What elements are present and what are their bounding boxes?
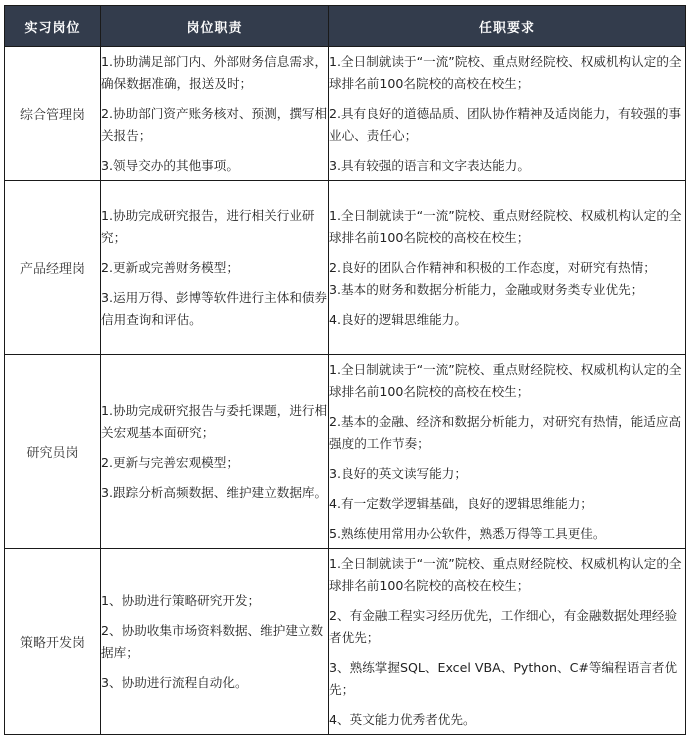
duties-cell xyxy=(101,47,329,181)
duty-item: 3.领导交办的其他事项。 xyxy=(101,157,239,173)
requirement-item: 3.基本的财务和数据分析能力，金融或财务类专业优先； xyxy=(329,281,644,297)
table-row xyxy=(5,549,686,735)
table-header-row xyxy=(5,6,686,47)
position-name: 综合管理岗 xyxy=(5,47,101,181)
table-row xyxy=(5,181,686,355)
table-row xyxy=(5,47,686,181)
requirement-item: 3.良好的英文读写能力； xyxy=(329,465,467,481)
duty-item: 1.协助完成研究报告，进行相关行业研究； xyxy=(101,207,315,245)
requirement-item: 3.具有较强的语言和文字表达能力。 xyxy=(329,157,530,173)
requirements-cell xyxy=(329,355,686,549)
requirement-item: 1.全日制就读于“一流”院校、重点财经院校、权威机构认定的全球排名前100名院校的高校在校生； xyxy=(329,361,682,399)
requirement-item: 1.全日制就读于“一流”院校、重点财经院校、权威机构认定的全球排名前100名院校的高校在校生； xyxy=(329,207,682,245)
duty-item: 2、协助收集市场资料数据、维护建立数据库； xyxy=(101,622,324,660)
requirements-cell xyxy=(329,549,686,735)
duty-item: 3.运用万得、彭博等软件进行主体和债券信用查询和评估。 xyxy=(101,289,328,327)
requirement-item: 5.熟练使用常用办公软件，熟悉万得等工具更佳。 xyxy=(329,525,606,541)
requirement-item: 3、熟练掌握SQL、Excel VBA、Python、C#等编程语言者优先； xyxy=(329,659,678,697)
position-name: 研究员岗 xyxy=(5,355,101,549)
duty-item: 2.更新或完善财务模型； xyxy=(101,259,239,275)
requirements-cell xyxy=(329,47,686,181)
duties-cell xyxy=(101,549,329,735)
duty-item: 3.跟踪分析高频数据、维护建立数据库。 xyxy=(101,484,328,500)
requirement-item: 2、有金融工程实习经历优先，工作细心，有金融数据处理经验者优先； xyxy=(329,607,678,645)
duties-cell xyxy=(101,355,329,549)
duty-item: 1.协助完成研究报告与委托课题，进行相关宏观基本面研究； xyxy=(101,402,328,440)
duty-item: 1、协助进行策略研究开发； xyxy=(101,592,261,608)
position-name: 策略开发岗 xyxy=(5,549,101,735)
duty-item: 2.更新与完善宏观模型； xyxy=(101,454,239,470)
requirements-cell xyxy=(329,181,686,355)
duty-item: 3、协助进行流程自动化。 xyxy=(101,674,248,690)
requirement-item: 4.良好的逻辑思维能力。 xyxy=(329,311,467,327)
internship-positions-table xyxy=(4,5,686,735)
requirement-item: 2.良好的团队合作精神和积极的工作态度，对研究有热情； xyxy=(329,259,656,275)
requirement-item: 2.具有良好的道德品质、团队协作精神及适岗能力，有较强的事业心、责任心； xyxy=(329,105,682,143)
position-name: 产品经理岗 xyxy=(5,181,101,355)
table-row xyxy=(5,355,686,549)
requirement-item: 1.全日制就读于“一流”院校、重点财经院校、权威机构认定的全球排名前100名院校的高校在校生； xyxy=(329,555,682,593)
duty-item: 2.协助部门资产账务核对、预测，撰写相关报告； xyxy=(101,105,328,143)
header-position: 实习岗位 xyxy=(5,6,101,47)
requirement-item: 4、英文能力优秀者优先。 xyxy=(329,711,476,727)
header-duties: 岗位职责 xyxy=(101,6,329,47)
header-requirements: 任职要求 xyxy=(329,6,686,47)
requirement-item: 1.全日制就读于“一流”院校、重点财经院校、权威机构认定的全球排名前100名院校的高校在校生； xyxy=(329,53,682,91)
duty-item: 1.协助满足部门内、外部财务信息需求，确保数据准确，报送及时； xyxy=(101,53,328,91)
requirement-item: 2.基本的金融、经济和数据分析能力，对研究有热情，能适应高强度的工作节奏； xyxy=(329,413,682,451)
requirement-item: 4.有一定数学逻辑基础，良好的逻辑思维能力； xyxy=(329,495,593,511)
duties-cell xyxy=(101,181,329,355)
